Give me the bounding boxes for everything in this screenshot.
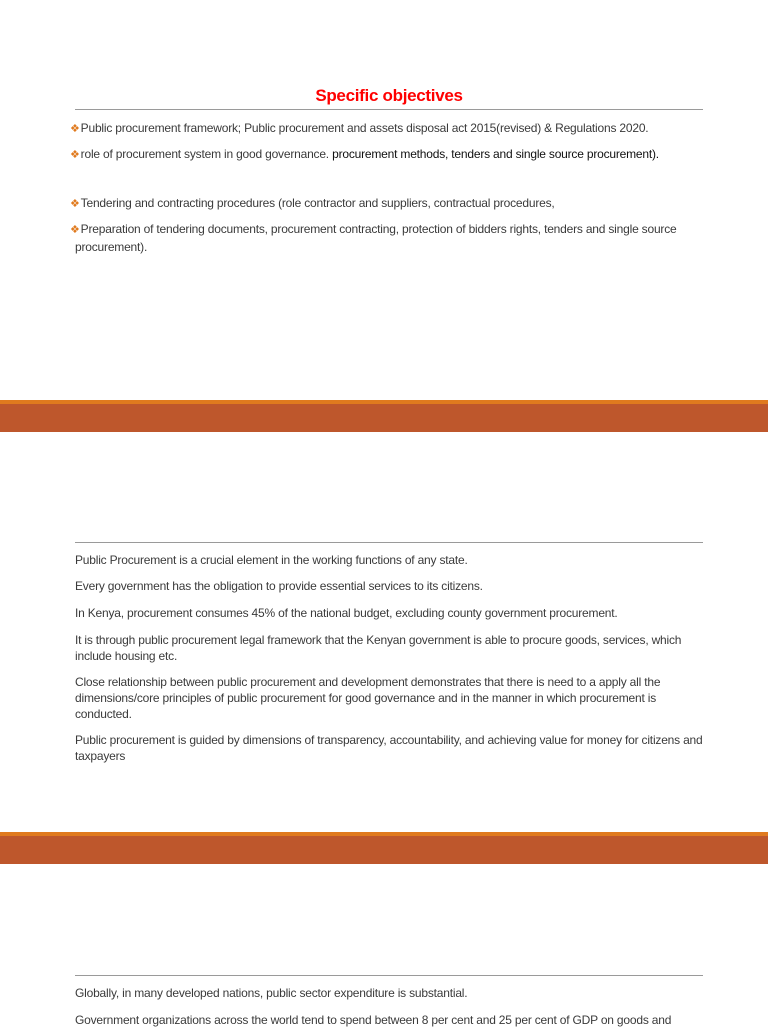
slide-3	[0, 864, 768, 1027]
slide-title: Specific objectives	[315, 86, 463, 105]
bullet-text: role of procurement system in good governance.	[80, 147, 333, 161]
paragraph: In Kenya, procurement consumes 45% of the national budget, excluding county government procurement.	[75, 606, 618, 620]
paragraph: Public procurement is guided by dimensions of transparency, accountability, and achieving value for money for citizens and taxpayers	[75, 733, 703, 763]
content-rule	[75, 542, 703, 543]
objective-bullet	[70, 221, 704, 256]
slide-2	[0, 432, 768, 832]
objective-bullet	[70, 146, 704, 164]
paragraph: Public Procurement is a crucial element in the working functions of any state.	[75, 553, 468, 567]
bullet-text-continuation: procurement).	[75, 240, 148, 254]
bullet-text: Tendering and contracting procedures (role contractor and suppliers, contractual procedures,	[80, 196, 555, 210]
diamond-bullet-icon: ❖	[70, 224, 80, 236]
slide-1	[0, 0, 768, 400]
objective-bullet	[70, 120, 704, 138]
paragraph: Close relationship between public procurement and development demonstrates that there is need to a apply all the dimensions/core principles of public procurement for good governance and in the manner in which procurement is conducted.	[75, 675, 661, 721]
bullet-text-emphasis: procurement methods, tenders and single source procurement).	[332, 147, 659, 161]
paragraph: It is through public procurement legal framework that the Kenyan government is able to procure goods, services, which include housing etc.	[75, 633, 682, 663]
bullet-text: Preparation of tendering documents, procurement contracting, protection of bidders rights, tenders and single source	[80, 222, 677, 236]
bullet-text: Public procurement framework; Public procurement and assets disposal act 2015(revised) & Regulations 2020.	[80, 121, 649, 135]
title-rule	[75, 109, 703, 110]
diamond-bullet-icon: ❖	[70, 123, 80, 135]
content-rule	[75, 975, 703, 976]
slide-divider-band	[0, 832, 768, 864]
paragraph: Government organizations across the world tend to spend between 8 per cent and 25 per cent of GDP on goods and	[75, 1013, 672, 1027]
diamond-bullet-icon: ❖	[70, 198, 80, 210]
diamond-bullet-icon: ❖	[70, 149, 80, 161]
slide-divider-band	[0, 400, 768, 432]
objective-bullet	[70, 195, 704, 213]
paragraph: Every government has the obligation to provide essential services to its citizens.	[75, 579, 483, 593]
paragraph: Globally, in many developed nations, public sector expenditure is substantial.	[75, 986, 468, 1000]
